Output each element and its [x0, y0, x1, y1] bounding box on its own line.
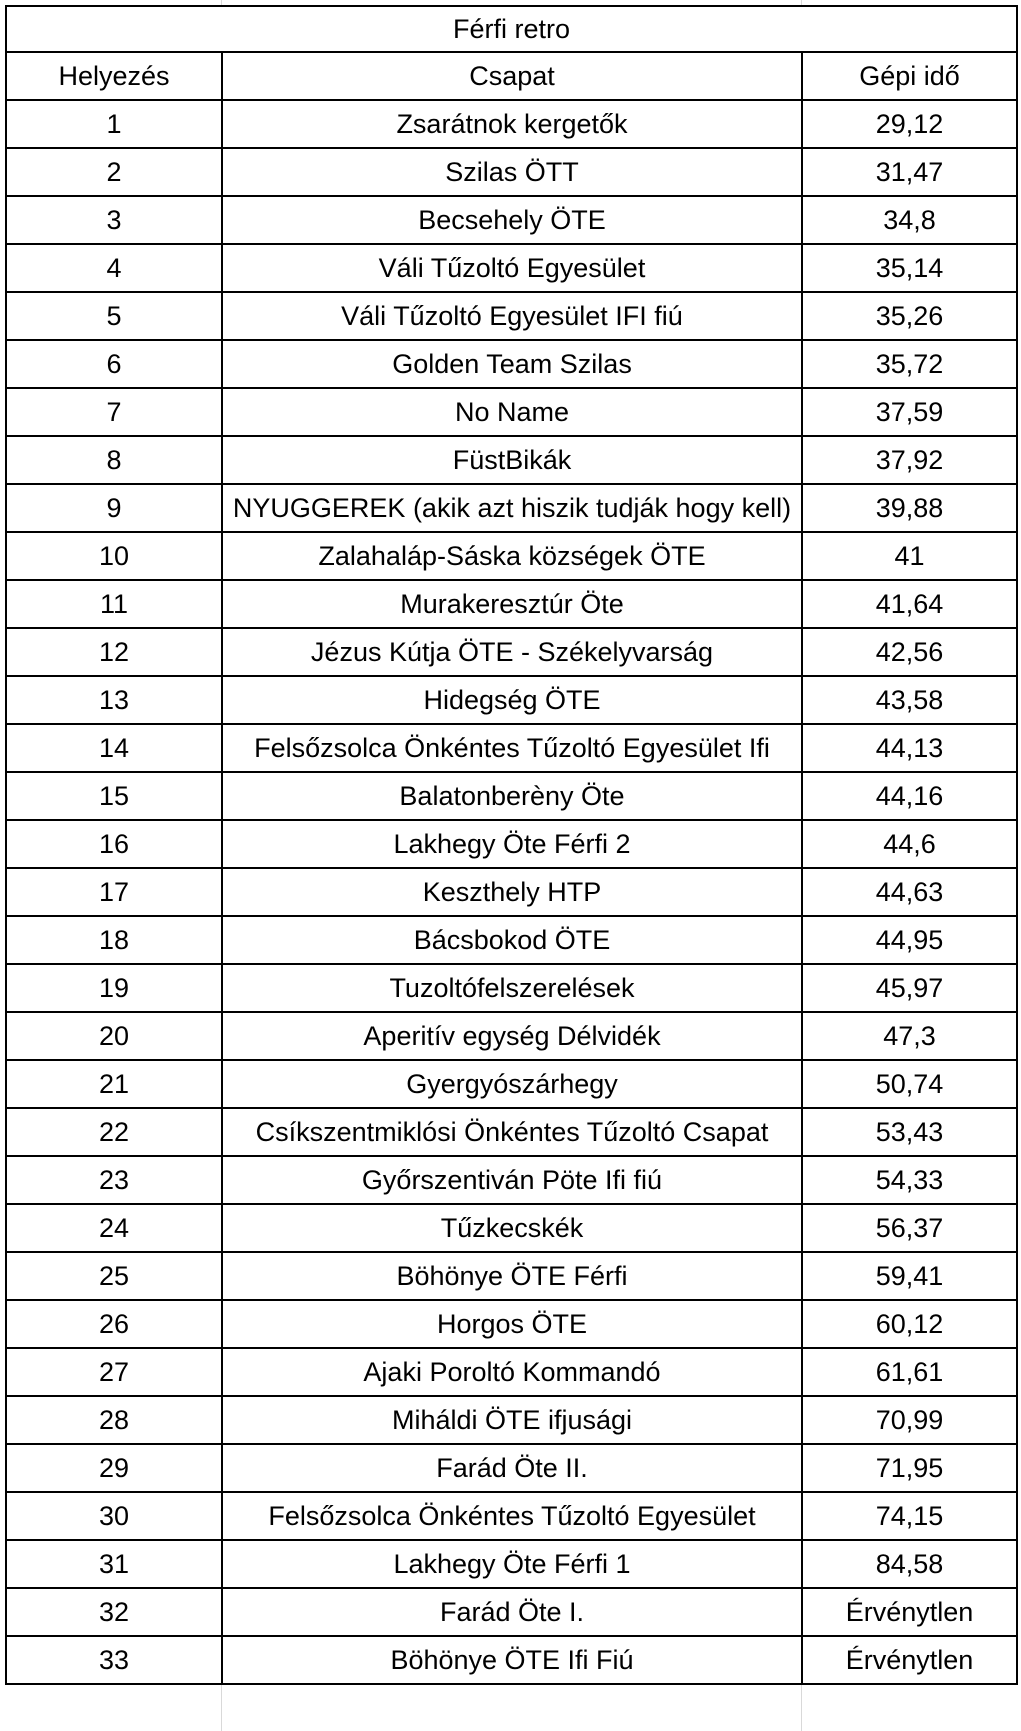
team-cell: Ajaki Poroltó Kommandó	[222, 1348, 802, 1396]
time-cell: 44,63	[802, 868, 1017, 916]
team-cell: Felsőzsolca Önkéntes Tűzoltó Egyesület Ifi	[222, 724, 802, 772]
table-row	[6, 628, 1017, 676]
table-row	[6, 244, 1017, 292]
time-cell: 34,8	[802, 196, 1017, 244]
team-cell: Bácsbokod ÖTE	[222, 916, 802, 964]
table-row	[6, 1492, 1017, 1540]
team-cell: Felsőzsolca Önkéntes Tűzoltó Egyesület	[222, 1492, 802, 1540]
rank-cell: 8	[6, 436, 222, 484]
rank-cell: 7	[6, 388, 222, 436]
time-cell: 44,13	[802, 724, 1017, 772]
table-row	[6, 1204, 1017, 1252]
team-cell: Zalahaláp-Sáska községek ÖTE	[222, 532, 802, 580]
rank-cell: 32	[6, 1588, 222, 1636]
table-row	[6, 1300, 1017, 1348]
rank-cell: 33	[6, 1636, 222, 1684]
team-cell: Böhönye ÖTE Férfi	[222, 1252, 802, 1300]
rank-cell: 15	[6, 772, 222, 820]
time-cell: 84,58	[802, 1540, 1017, 1588]
time-cell: Érvénytlen	[802, 1588, 1017, 1636]
results-table	[5, 5, 1018, 1685]
table-row	[6, 676, 1017, 724]
time-cell: 35,72	[802, 340, 1017, 388]
table-row	[6, 436, 1017, 484]
team-cell: Keszthely HTP	[222, 868, 802, 916]
table-row	[6, 1012, 1017, 1060]
time-cell: 42,56	[802, 628, 1017, 676]
team-cell: Lakhegy Öte Férfi 1	[222, 1540, 802, 1588]
rank-cell: 28	[6, 1396, 222, 1444]
team-cell: FüstBikák	[222, 436, 802, 484]
time-cell: 44,95	[802, 916, 1017, 964]
column-header-team: Csapat	[222, 52, 802, 100]
time-cell: 29,12	[802, 100, 1017, 148]
team-cell: Murakeresztúr Öte	[222, 580, 802, 628]
rank-cell: 17	[6, 868, 222, 916]
table-title: Férfi retro	[6, 6, 1017, 52]
team-cell: Lakhegy Öte Férfi 2	[222, 820, 802, 868]
table-row	[6, 1156, 1017, 1204]
time-cell: 74,15	[802, 1492, 1017, 1540]
rank-cell: 22	[6, 1108, 222, 1156]
time-cell: 47,3	[802, 1012, 1017, 1060]
time-cell: 53,43	[802, 1108, 1017, 1156]
rank-cell: 2	[6, 148, 222, 196]
rank-cell: 25	[6, 1252, 222, 1300]
team-cell: Horgos ÖTE	[222, 1300, 802, 1348]
team-cell: Golden Team Szilas	[222, 340, 802, 388]
time-cell: 43,58	[802, 676, 1017, 724]
rank-cell: 24	[6, 1204, 222, 1252]
column-header-rank: Helyezés	[6, 52, 222, 100]
team-cell: Gyergyószárhegy	[222, 1060, 802, 1108]
table-row	[6, 916, 1017, 964]
table-row	[6, 1636, 1017, 1684]
team-cell: NYUGGEREK (akik azt hiszik tudják hogy kell)	[222, 484, 802, 532]
table-row	[6, 772, 1017, 820]
team-cell: Farád Öte II.	[222, 1444, 802, 1492]
table-body	[6, 100, 1017, 1684]
table-row	[6, 964, 1017, 1012]
table-header-row	[6, 52, 1017, 100]
time-cell: 44,6	[802, 820, 1017, 868]
table-row	[6, 292, 1017, 340]
table-row	[6, 868, 1017, 916]
team-cell: Hidegség ÖTE	[222, 676, 802, 724]
rank-cell: 6	[6, 340, 222, 388]
team-cell: Tuzoltófelszerelések	[222, 964, 802, 1012]
rank-cell: 10	[6, 532, 222, 580]
team-cell: No Name	[222, 388, 802, 436]
rank-cell: 16	[6, 820, 222, 868]
team-cell: Váli Tűzoltó Egyesület IFI fiú	[222, 292, 802, 340]
time-cell: 70,99	[802, 1396, 1017, 1444]
time-cell: 54,33	[802, 1156, 1017, 1204]
time-cell: 35,14	[802, 244, 1017, 292]
table-title-row	[6, 6, 1017, 52]
time-cell: 41,64	[802, 580, 1017, 628]
table-row	[6, 484, 1017, 532]
rank-cell: 13	[6, 676, 222, 724]
table-row	[6, 532, 1017, 580]
rank-cell: 11	[6, 580, 222, 628]
table-row	[6, 1444, 1017, 1492]
rank-cell: 1	[6, 100, 222, 148]
rank-cell: 23	[6, 1156, 222, 1204]
rank-cell: 31	[6, 1540, 222, 1588]
time-cell: 41	[802, 532, 1017, 580]
rank-cell: 5	[6, 292, 222, 340]
rank-cell: 29	[6, 1444, 222, 1492]
team-cell: Aperitív egység Délvidék	[222, 1012, 802, 1060]
table-row	[6, 1396, 1017, 1444]
team-cell: Miháldi ÖTE ifjusági	[222, 1396, 802, 1444]
table-row	[6, 820, 1017, 868]
time-cell: 71,95	[802, 1444, 1017, 1492]
team-cell: Balatonberèny Öte	[222, 772, 802, 820]
time-cell: 59,41	[802, 1252, 1017, 1300]
table-row	[6, 100, 1017, 148]
table-row	[6, 196, 1017, 244]
table-row	[6, 1060, 1017, 1108]
team-cell: Csíkszentmiklósi Önkéntes Tűzoltó Csapat	[222, 1108, 802, 1156]
column-header-time: Gépi idő	[802, 52, 1017, 100]
team-cell: Becsehely ÖTE	[222, 196, 802, 244]
table-row	[6, 148, 1017, 196]
rank-cell: 21	[6, 1060, 222, 1108]
time-cell: 37,92	[802, 436, 1017, 484]
team-cell: Zsarátnok kergetők	[222, 100, 802, 148]
table-row	[6, 1540, 1017, 1588]
rank-cell: 27	[6, 1348, 222, 1396]
table-row	[6, 580, 1017, 628]
time-cell: 35,26	[802, 292, 1017, 340]
time-cell: 61,61	[802, 1348, 1017, 1396]
rank-cell: 26	[6, 1300, 222, 1348]
time-cell: 37,59	[802, 388, 1017, 436]
table-row	[6, 1252, 1017, 1300]
table-row	[6, 1348, 1017, 1396]
time-cell: 31,47	[802, 148, 1017, 196]
time-cell: 56,37	[802, 1204, 1017, 1252]
rank-cell: 30	[6, 1492, 222, 1540]
table-row	[6, 340, 1017, 388]
rank-cell: 20	[6, 1012, 222, 1060]
time-cell: 50,74	[802, 1060, 1017, 1108]
team-cell: Farád Öte I.	[222, 1588, 802, 1636]
team-cell: Jézus Kútja ÖTE - Székelyvarság	[222, 628, 802, 676]
table-row	[6, 1108, 1017, 1156]
rank-cell: 12	[6, 628, 222, 676]
rank-cell: 18	[6, 916, 222, 964]
rank-cell: 3	[6, 196, 222, 244]
time-cell: 44,16	[802, 772, 1017, 820]
table-row	[6, 724, 1017, 772]
team-cell: Váli Tűzoltó Egyesület	[222, 244, 802, 292]
table-row	[6, 1588, 1017, 1636]
time-cell: Érvénytlen	[802, 1636, 1017, 1684]
team-cell: Győrszentiván Pöte Ifi fiú	[222, 1156, 802, 1204]
rank-cell: 19	[6, 964, 222, 1012]
time-cell: 45,97	[802, 964, 1017, 1012]
team-cell: Tűzkecskék	[222, 1204, 802, 1252]
time-cell: 39,88	[802, 484, 1017, 532]
table-row	[6, 388, 1017, 436]
time-cell: 60,12	[802, 1300, 1017, 1348]
rank-cell: 9	[6, 484, 222, 532]
rank-cell: 4	[6, 244, 222, 292]
team-cell: Szilas ÖTT	[222, 148, 802, 196]
rank-cell: 14	[6, 724, 222, 772]
team-cell: Böhönye ÖTE Ifi Fiú	[222, 1636, 802, 1684]
